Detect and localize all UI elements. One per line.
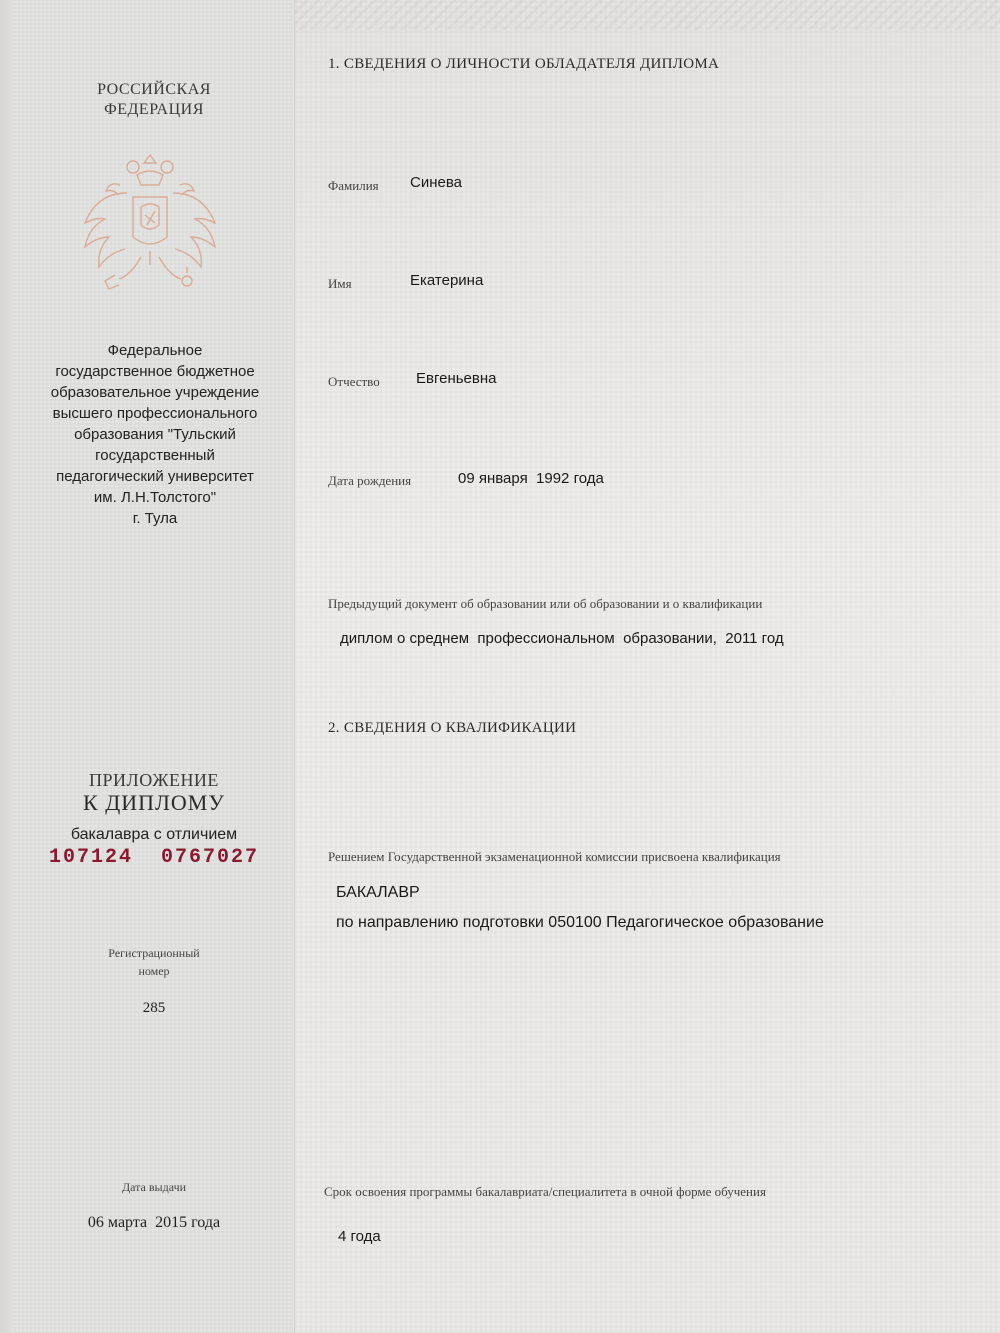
institution-line: высшего профессионального [52,405,258,422]
institution-line: им. Л.Н.Толстого" [93,489,217,506]
country-line-2: ФЕДЕРАЦИЯ [104,101,204,118]
institution-line: государственный [95,447,215,464]
registration-label-line-2: номер [138,964,170,978]
degree-type: бакалавра с отличием [70,826,238,843]
appendix-subtitle: К ДИПЛОМУ [83,790,225,815]
top-watermark-band [294,0,1000,30]
institution-line: образовательное учреждение [50,384,260,401]
institution-line: образования "Тульский [74,426,236,443]
study-duration-value: 4 года [338,1228,381,1245]
birth-date-value: 09 января 1992 года [458,470,604,487]
previous-document-label: Предыдущий документ об образовании или об образовании и о квалификации [328,596,763,611]
section-2-title: 2. СВЕДЕНИЯ О КВАЛИФИКАЦИИ [328,720,577,736]
institution-line: г. Тула [132,510,178,527]
patronymic-label: Отчество [328,374,380,389]
issue-date: 06 марта 2015 года [87,1214,221,1231]
commission-decision-label: Решением Государственной экзаменационной комиссии присвоена квалификация [328,849,781,864]
previous-document-value: диплом о среднем профессиональном образовании, 2011 год [340,630,784,647]
first-name-value: Екатерина [410,272,484,289]
patronymic-value: Евгеньевна [416,370,497,387]
country-line-1: РОССИЙСКАЯ [97,81,211,98]
country-name [14,80,294,120]
registration-label [14,944,294,980]
first-name-label: Имя [328,276,352,291]
institution-name [30,340,280,529]
training-direction: по направлению подготовки 050100 Педагогическое образование [336,914,824,931]
page-left-edge [0,0,14,1333]
institution-line: государственное бюджетное [55,363,255,380]
surname-label: Фамилия [328,178,379,193]
registration-label-line-1: Регистрационный [108,946,200,960]
section-1-title: 1. СВЕДЕНИЯ О ЛИЧНОСТИ ОБЛАДАТЕЛЯ ДИПЛОМА [328,56,720,72]
registration-number: 285 [142,1000,166,1016]
appendix-title: ПРИЛОЖЕНИЕ [89,770,219,790]
qualification-value: БАКАЛАВР [336,884,420,901]
institution-line: педагогический университет [56,468,254,485]
birth-date-label: Дата рождения [328,473,412,488]
institution-line: Федеральное [107,342,203,359]
serial-number: 107124 0767027 [48,846,260,869]
surname-value: Синева [410,174,462,191]
study-duration-label: Срок освоения программы бакалавриата/специалитета в очной форме обучения [324,1184,766,1199]
russian-coat-of-arms-icon [75,145,225,305]
issue-date-label: Дата выдачи [121,1180,187,1194]
